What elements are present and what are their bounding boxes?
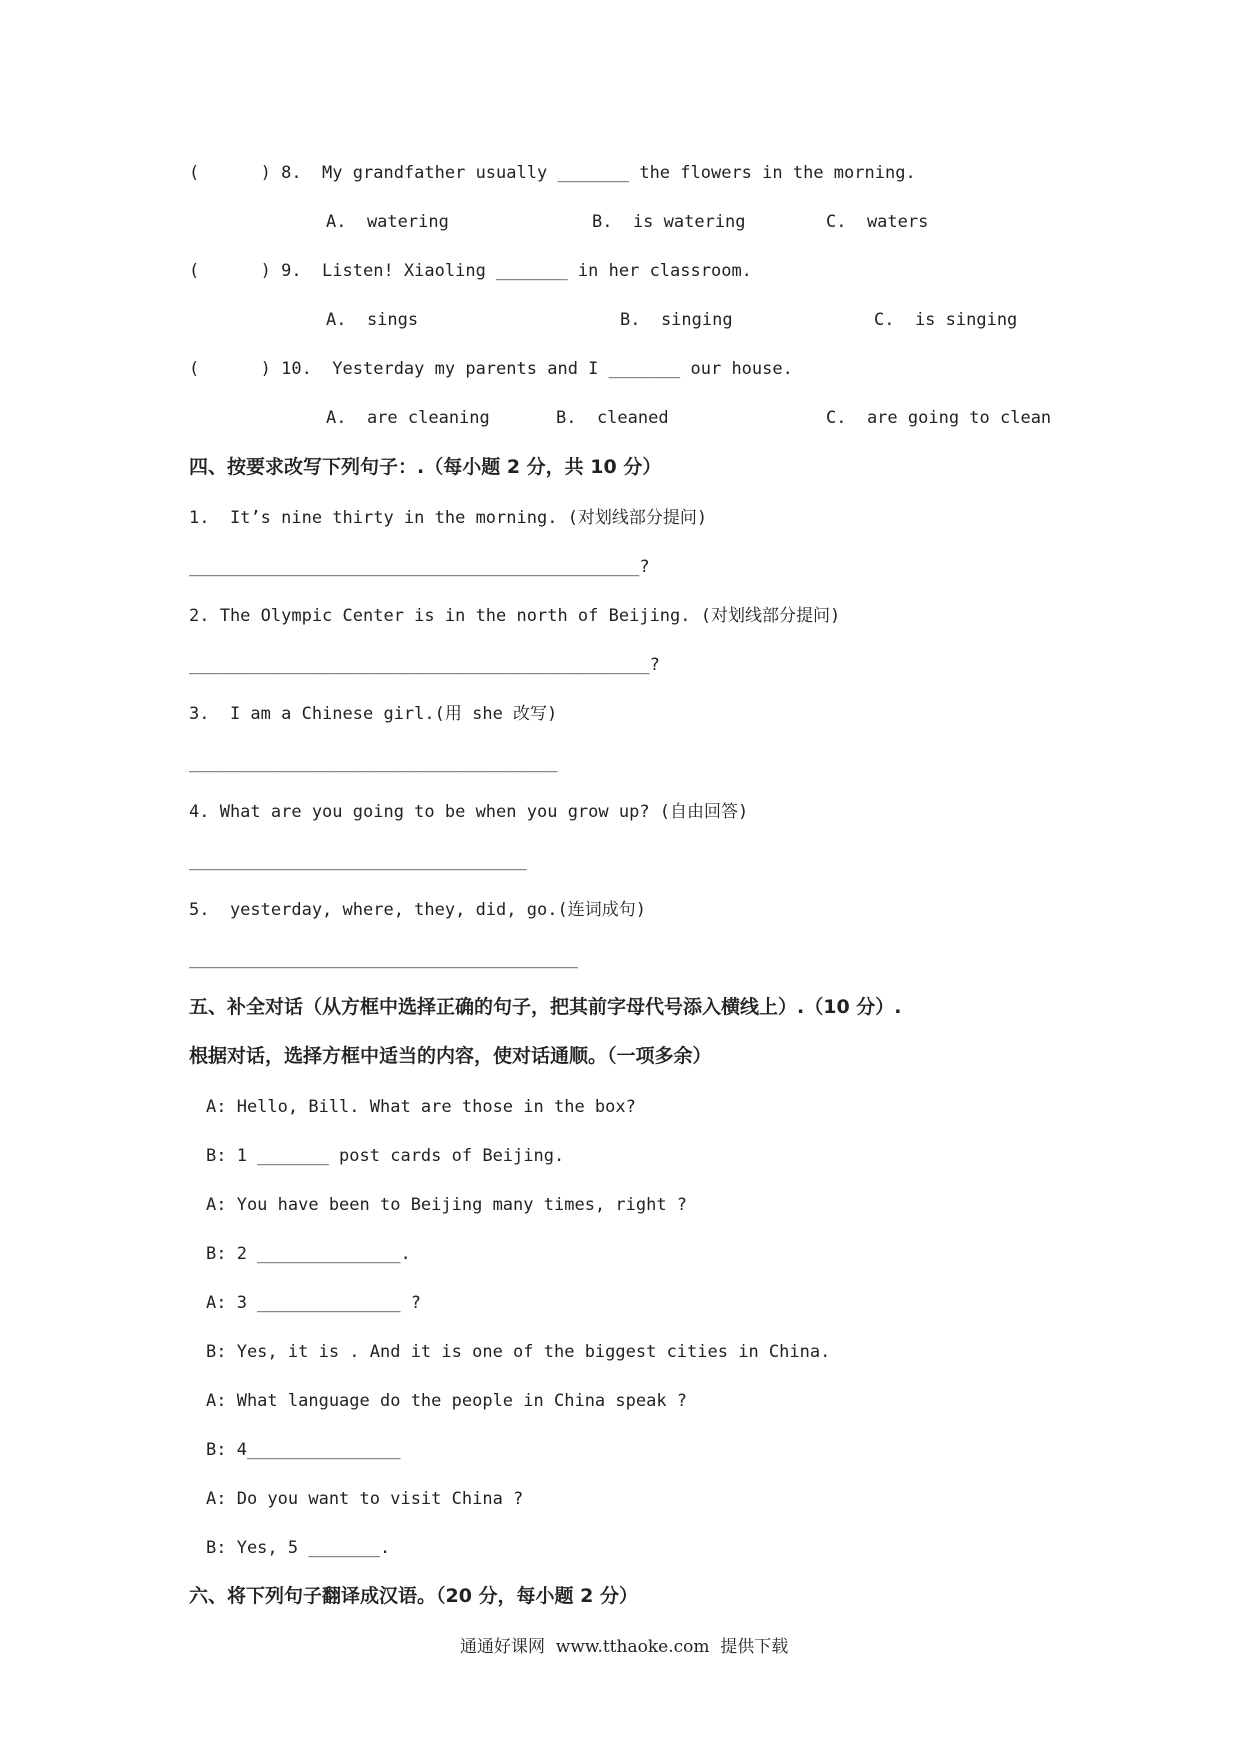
- dialogue-line: B: 4_______________: [206, 1440, 401, 1460]
- dialogue-line: A: Do you want to visit China ?: [206, 1489, 524, 1509]
- dialogue-line: A: You have been to Beijing many times, right ?: [206, 1195, 688, 1215]
- rewrite-question-2: 2. The Olympic Center is in the north of Beijing. (对划线部分提问): [189, 606, 841, 626]
- question-10-stem: ( ) 10. Yesterday my parents and I _______ our house.: [189, 359, 793, 379]
- question-9-option-b: B. singing: [620, 310, 733, 330]
- question-10-option-c: C. are going to clean: [826, 408, 1052, 428]
- dialogue-line: A: What language do the people in China speak ?: [206, 1391, 688, 1411]
- section-5-title: 五、补全对话（从方框中选择正确的句子，把其前字母代号添入横线上）.（10 分）.: [189, 996, 902, 1018]
- dialogue-line: A: 3 ______________ ?: [206, 1293, 421, 1313]
- rewrite-answer-line-3: ____________________________________: [189, 753, 558, 773]
- question-9-option-c: C. is singing: [874, 310, 1018, 330]
- question-9-stem: ( ) 9. Listen! Xiaoling _______ in her classroom.: [189, 261, 752, 281]
- dialogue-line: B: Yes, it is . And it is one of the biggest cities in China.: [206, 1342, 831, 1362]
- rewrite-question-4: 4. What are you going to be when you grow up? (自由回答): [189, 802, 749, 822]
- dialogue-line: B: Yes, 5 _______.: [206, 1538, 391, 1558]
- page-footer: 通通好课网 www.tthaoke.com 提供下载: [460, 1637, 789, 1657]
- question-8-stem: ( ) 8. My grandfather usually _______ the flowers in the morning.: [189, 163, 916, 183]
- dialogue-line: B: 2 ______________.: [206, 1244, 411, 1264]
- section-5-subtitle: 根据对话，选择方框中适当的内容，使对话通顺。（一项多余）: [189, 1045, 712, 1067]
- question-8-option-a: A. watering: [326, 212, 449, 232]
- section-6-title: 六、将下列句子翻译成汉语。（20 分，每小题 2 分）: [189, 1585, 639, 1607]
- rewrite-question-5: 5. yesterday, where, they, did, go.(连词成句): [189, 900, 646, 920]
- rewrite-question-1: 1. It’s nine thirty in the morning. (对划线部分提问): [189, 508, 708, 528]
- rewrite-answer-line-5: ______________________________________: [189, 949, 578, 969]
- rewrite-answer-line-1: ____________________________________________?: [189, 557, 650, 577]
- question-10-option-b: B. cleaned: [556, 408, 669, 428]
- section-4-title: 四、按要求改写下列句子：.（每小题 2 分，共 10 分）: [189, 456, 662, 478]
- question-8-option-c: C. waters: [826, 212, 929, 232]
- question-9-option-a: A. sings: [326, 310, 419, 330]
- dialogue-line: B: 1 _______ post cards of Beijing.: [206, 1146, 565, 1166]
- rewrite-question-3: 3. I am a Chinese girl.(用 she 改写): [189, 704, 558, 724]
- question-10-option-a: A. are cleaning: [326, 408, 490, 428]
- dialogue-line: A: Hello, Bill. What are those in the box?: [206, 1097, 636, 1117]
- rewrite-answer-line-2: _____________________________________________?: [189, 655, 660, 675]
- rewrite-answer-line-4: _________________________________: [189, 851, 527, 871]
- question-8-option-b: B. is watering: [592, 212, 746, 232]
